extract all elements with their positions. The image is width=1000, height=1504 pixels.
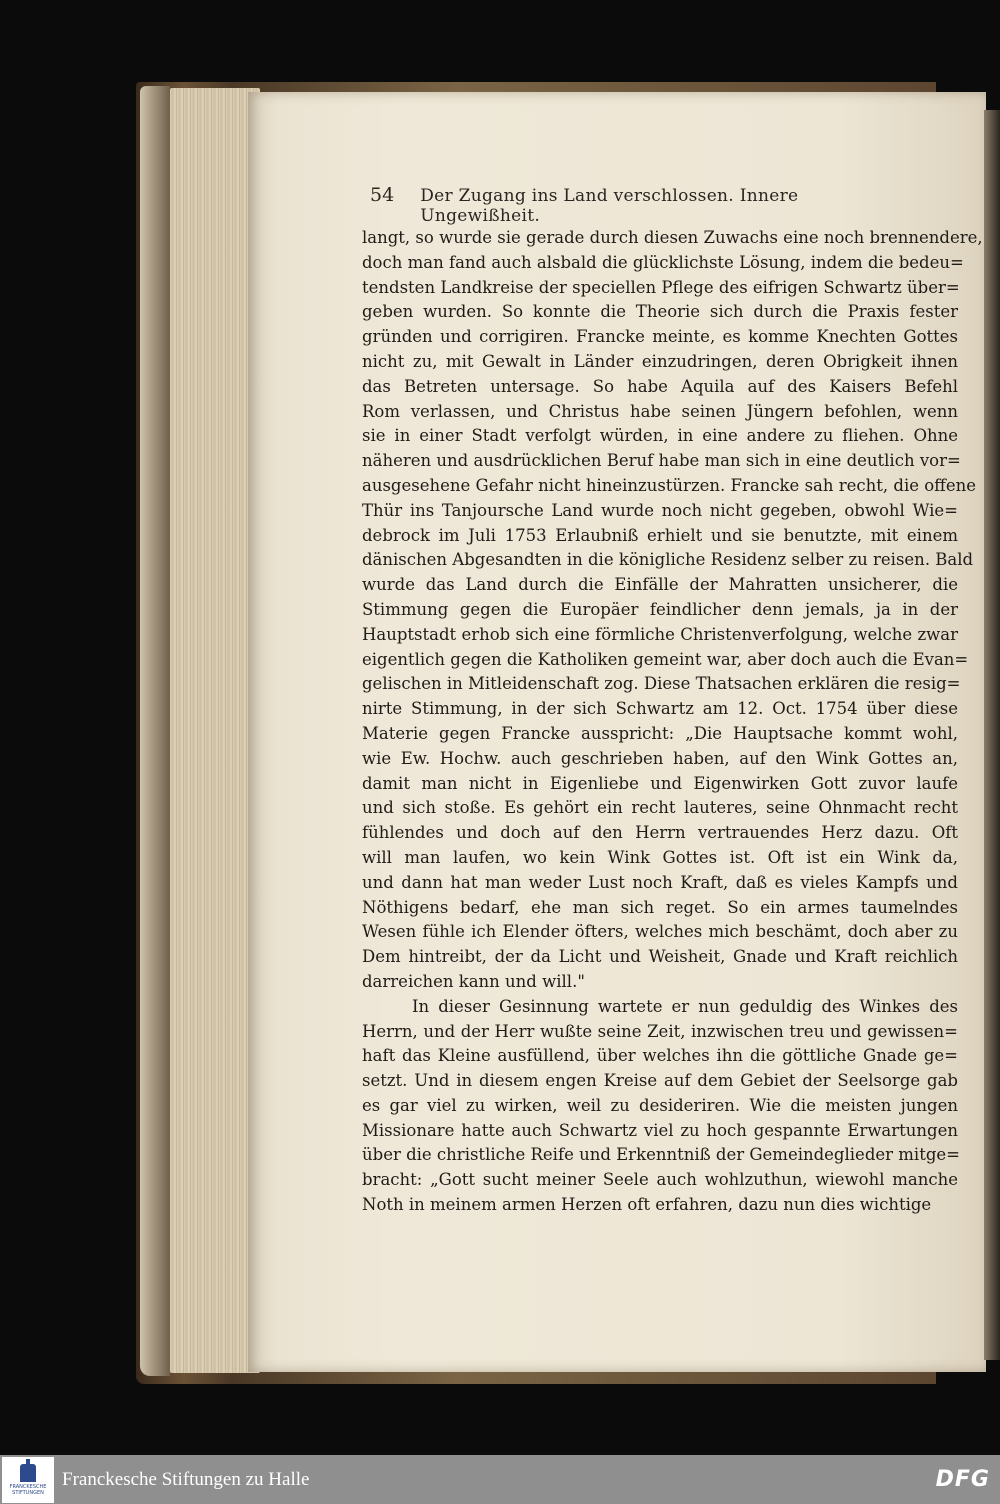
dfg-logo[interactable]: DFG	[935, 1467, 990, 1492]
text-line: es gar viel zu wirken, weil zu desideriren. Wie die meisten jungen	[362, 1095, 958, 1115]
text-line: doch man fand auch alsbald die glücklichste Lösung, indem die bedeu=	[362, 252, 964, 272]
page-body-text	[362, 226, 983, 1218]
text-line: nicht zu, mit Gewalt in Länder einzudringen, deren Obrigkeit ihnen	[362, 351, 958, 371]
text-line: näheren und ausdrücklichen Beruf habe man sich in eine deutlich vor=	[362, 451, 961, 471]
text-line: bracht: „Gott sucht meiner Seele auch wohlzuthun, wiewohl manche	[362, 1170, 958, 1190]
page-number: 54	[370, 184, 395, 206]
building-icon	[20, 1464, 36, 1482]
text-line: Stimmung gegen die Europäer feindlicher denn jemals, ja in der	[362, 599, 958, 619]
text-line: In dieser Gesinnung wartete er nun geduldig des Winkes des	[412, 996, 958, 1016]
footer-bar	[0, 1455, 1000, 1504]
text-line: Herrn, und der Herr wußte seine Zeit, inzwischen treu und gewissen=	[362, 1021, 958, 1041]
text-line: dänischen Abgesandten in die königliche Residenz selber zu reisen. Bald	[362, 550, 974, 570]
text-line: Missionare hatte auch Schwartz viel zu hoch gespannte Erwartungen	[362, 1120, 958, 1140]
text-line: setzt. Und in diesem engen Kreise auf dem Gebiet der Seelsorge gab	[362, 1071, 958, 1091]
text-line: will man laufen, wo kein Wink Gottes ist. Oft ist ein Wink da,	[362, 847, 958, 867]
text-line: wie Ew. Hochw. auch geschrieben haben, auf den Wink Gottes an,	[362, 748, 958, 768]
text-line: gründen und corrigiren. Francke meinte, es komme Knechten Gottes	[362, 327, 958, 347]
logo-text: FRANCKESCHE STIFTUNGEN	[9, 1483, 47, 1496]
text-line: gelischen in Mitleidenschaft zog. Diese Thatsachen erklären die resig=	[362, 674, 961, 694]
text-line: langt, so wurde sie gerade durch diesen Zuwachs eine noch brennendere,	[362, 228, 983, 247]
text-line: das Betreten untersage. So habe Aquila auf des Kaisers Befehl	[362, 376, 958, 396]
franckesche-logo[interactable]	[2, 1457, 54, 1503]
text-line: geben wurden. So konnte die Theorie sich durch die Praxis fester	[362, 302, 958, 322]
text-line: ausgesehene Gefahr nicht hineinzustürzen. Francke sah recht, die offene	[362, 475, 977, 495]
text-line: Materie gegen Francke ausspricht: „Die Hauptsache kommt wohl,	[362, 723, 958, 743]
text-line: tendsten Landkreise der speciellen Pflege des eifrigen Schwartz über=	[362, 277, 960, 297]
text-line: sie in einer Stadt verfolgt würden, in eine andere zu fliehen. Ohne	[362, 426, 958, 446]
page-gutter-shadow	[984, 110, 1000, 1360]
text-line: darreichen kann und will."	[362, 971, 585, 991]
text-line: Wesen fühle ich Elender öfters, welches mich beschämt, doch aber zu	[362, 922, 958, 942]
text-line: Rom verlassen, und Christus habe seinen Jüngern befohlen, wenn	[362, 401, 958, 421]
text-line: debrock im Juli 1753 Erlaubniß erhielt und sie benutzte, mit einem	[362, 525, 958, 545]
text-line: eigentlich gegen die Katholiken gemeint war, aber doch auch die Evan=	[362, 649, 969, 669]
text-line: Nöthigens bedarf, ehe man sich reget. So ein armes taumelndes	[362, 897, 958, 917]
page-stack	[170, 88, 260, 1373]
text-line: wurde das Land durch die Einfälle der Mahratten unsicherer, die	[362, 575, 958, 595]
text-line: fühlendes und doch auf den Herrn vertrauendes Herz dazu. Oft	[362, 823, 958, 843]
text-line: über die christliche Reife und Erkenntniß der Gemeindeglieder mitge=	[362, 1145, 960, 1165]
institution-name: Franckesche Stiftungen zu Halle	[62, 1468, 310, 1490]
running-head: Der Zugang ins Land verschlossen. Innere Ungewißheit.	[420, 186, 799, 226]
page-header	[370, 184, 890, 226]
text-line: damit man nicht in Eigenliebe und Eigenwirken Gott zuvor laufe	[362, 773, 958, 793]
cover-edge	[140, 86, 170, 1376]
text-line: Noth in meinem armen Herzen oft erfahren, dazu nun dies wichtige	[362, 1195, 932, 1215]
text-line: und dann hat man weder Lust noch Kraft, daß es vieles Kampfs und	[362, 872, 958, 892]
text-line: haft das Kleine ausfüllend, über welches ihn die göttliche Gnade ge=	[362, 1046, 958, 1066]
text-line: Thür ins Tanjoursche Land wurde noch nicht gegeben, obwohl Wie=	[362, 500, 958, 520]
text-line: Dem hintreibt, der da Licht und Weisheit, Gnade und Kraft reichlich	[362, 947, 958, 967]
text-line: und sich stoße. Es gehört ein recht lauteres, seine Ohnmacht recht	[362, 798, 958, 818]
text-line: Hauptstadt erhob sich eine förmliche Christenverfolgung, welche zwar	[362, 624, 958, 644]
text-line: nirte Stimmung, in der sich Schwartz am 12. Oct. 1754 über diese	[362, 699, 958, 719]
